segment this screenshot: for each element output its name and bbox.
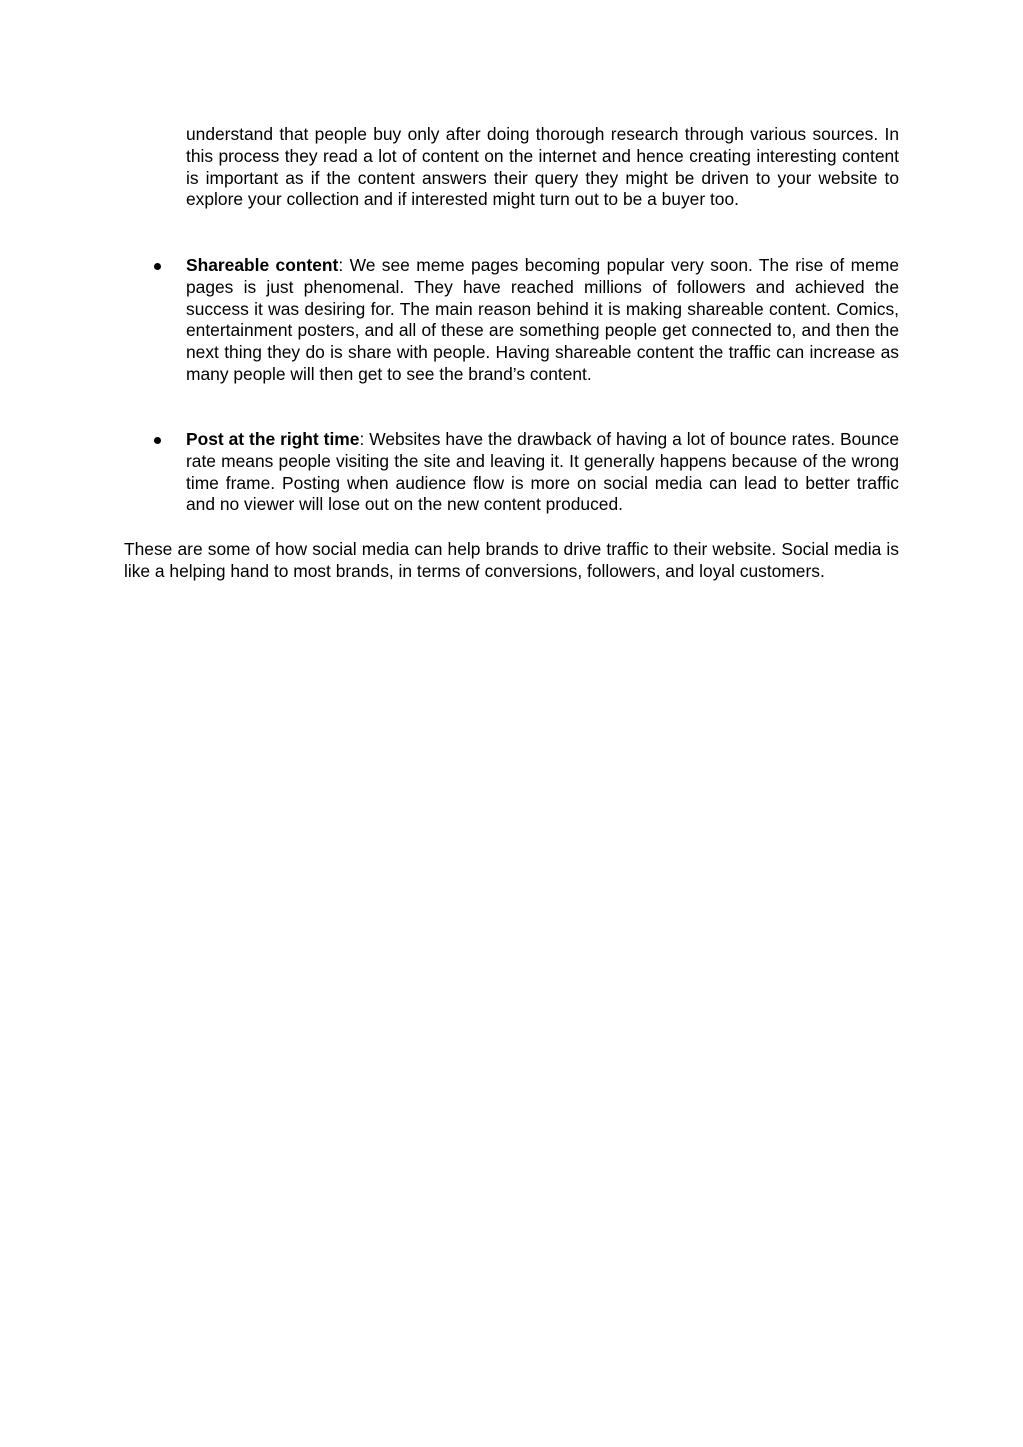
bullet-item-shareable-content	[186, 255, 899, 386]
bullet-icon	[154, 263, 161, 270]
bullet-body: : We see meme pages becoming popular very soon. The rise of meme pages is just phenomenal. They have reached millions of followers and achieved the success it was desiring for. The main reason behind it is making shareable content. Comics, entertainment posters, and all of these are something people get connected to, and then the next thing they do is share with people. Having shareable content the traffic can increase as many people will then get to see the brand’s content.	[186, 255, 899, 384]
bullet-title: Shareable content	[186, 255, 339, 275]
bullet-icon	[154, 437, 161, 444]
bullet-text	[186, 255, 899, 386]
bullet-title: Post at the right time	[186, 429, 360, 449]
bullet-body: : Websites have the drawback of having a lot of bounce rates. Bounce rate means people visiting the site and leaving it. It generally happens because of the wrong time frame. Posting when audience flow is more on social media can lead to better traffic and no viewer will lose out on the new content produced.	[186, 429, 899, 515]
bullet-text	[186, 429, 899, 516]
bullet-item-post-at-right-time	[186, 429, 899, 516]
continuation-paragraph: understand that people buy only after doing thorough research through various sources. In this process they read a lot of content on the internet and hence creating interesting content is important as if the content answers their query they might be driven to your website to explore your collection and if interested might turn out to be a buyer too.	[186, 124, 899, 210]
closing-paragraph: These are some of how social media can help brands to drive traffic to their website. Social media is like a helping hand to most brands, in terms of conversions, followers, and loyal customers.	[124, 539, 899, 581]
